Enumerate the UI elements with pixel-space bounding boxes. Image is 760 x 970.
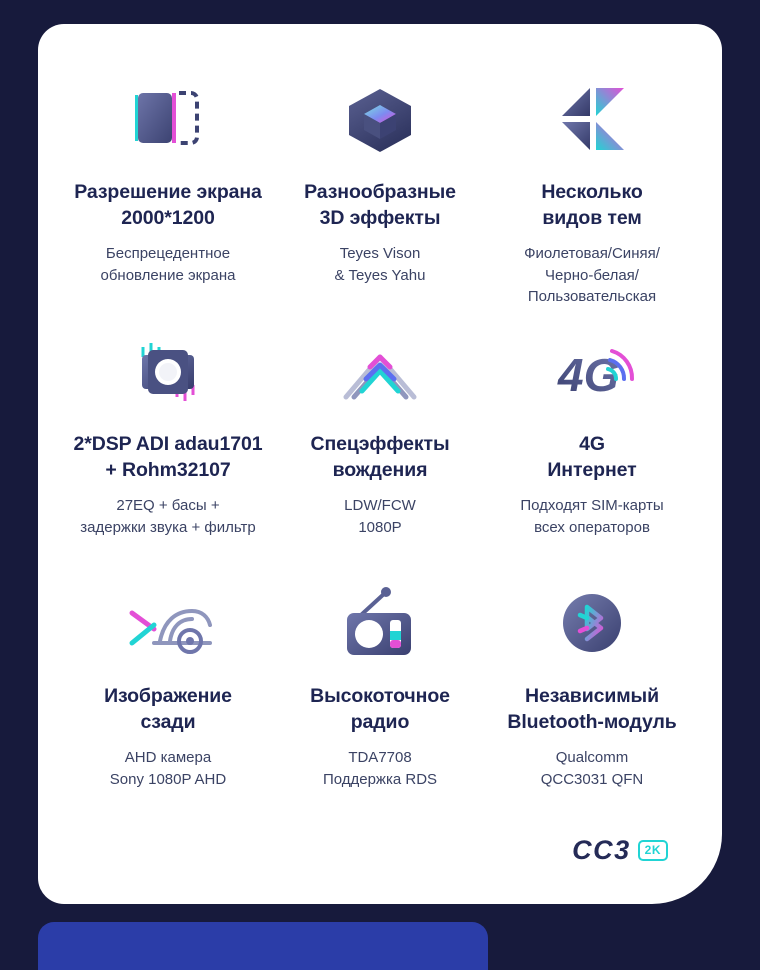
feature-desc: Teyes Vison & Teyes Yahu — [334, 245, 426, 284]
feature-desc: Qualcomm QCC3031 QFN — [540, 749, 644, 788]
svg-text:4G: 4G — [558, 349, 620, 401]
feature-card — [38, 24, 722, 904]
feature-desc: LDW/FCW 1080P — [344, 497, 416, 536]
rear-camera-icon — [118, 568, 218, 678]
themes-icon — [549, 64, 635, 174]
feature-item-themes — [486, 64, 698, 316]
feature-item-dsp — [62, 316, 274, 568]
feature-item-bluetooth — [486, 568, 698, 820]
feature-desc: Подходят SIM-карты всех операторов — [520, 497, 664, 536]
feature-desc: TDA7708 Поддержка RDS — [322, 749, 438, 788]
brand-logo — [572, 835, 668, 866]
brand-badge: 2K — [638, 840, 668, 861]
bottom-strip — [38, 922, 488, 970]
feature-desc: Фиолетовая/Синяя/ Черно-белая/ Пользовательская — [524, 245, 660, 306]
feature-desc: Беспрецедентное обновление экрана — [100, 245, 236, 284]
feature-item-driving-effects — [274, 316, 486, 568]
bluetooth-icon — [554, 568, 630, 678]
feature-title: Независимый Bluetooth-модуль — [507, 685, 677, 733]
feature-item-radio — [274, 568, 486, 820]
feature-item-4g — [486, 316, 698, 568]
feature-title: 4G Интернет — [547, 433, 637, 481]
feature-title: Разрешение экрана 2000*1200 — [74, 181, 262, 229]
feature-desc: AHD камера Sony 1080P AHD — [109, 749, 227, 788]
feature-title: Изображение сзади — [104, 685, 232, 733]
4g-internet-icon — [542, 316, 642, 426]
3d-effects-cube-icon — [341, 64, 419, 174]
feature-grid — [62, 64, 698, 820]
feature-title: Спецэффекты вождения — [310, 433, 450, 481]
radio-icon — [337, 568, 423, 678]
feature-desc: 27EQ + басы + задержки звука + фильтр — [80, 497, 256, 536]
screen-resolution-icon — [129, 64, 207, 174]
feature-item-3d-effects — [274, 64, 486, 316]
dsp-chip-icon — [128, 316, 208, 426]
feature-item-screen-resolution — [62, 64, 274, 316]
feature-title: Разнообразные 3D эффекты — [304, 181, 456, 229]
brand-name: CC3 — [572, 835, 631, 865]
feature-title: Несколько видов тем — [541, 181, 643, 229]
feature-item-rear-camera — [62, 568, 274, 820]
driving-effects-icon — [326, 316, 434, 426]
feature-title: Высокоточное радио — [310, 685, 450, 733]
feature-title: 2*DSP ADI adau1701 + Rohm32107 — [73, 433, 263, 481]
